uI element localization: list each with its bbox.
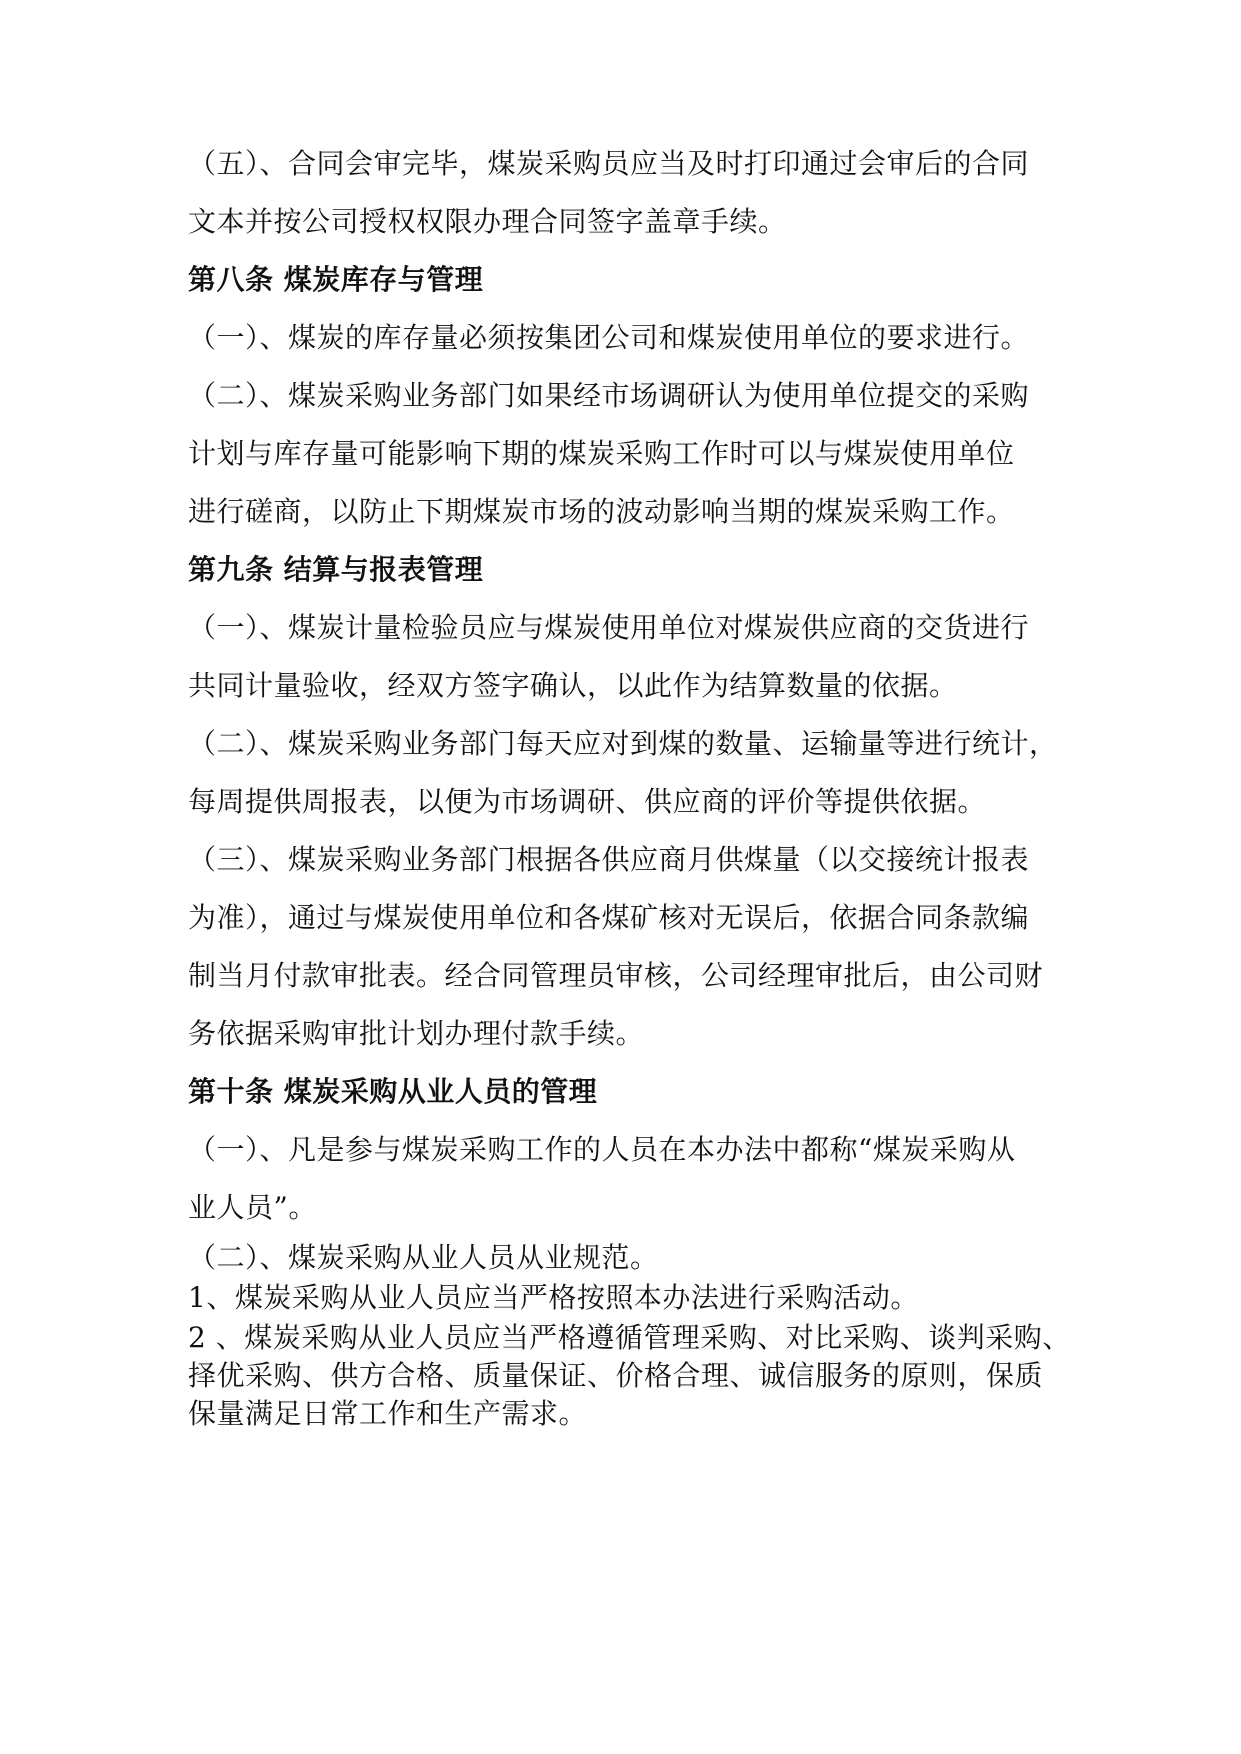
section-heading: 第九条 结算与报表管理 [188,553,484,586]
numbered-item: 1、煤炭采购从业人员应当严格按照本办法进行采购活动。 [188,1281,919,1314]
paragraph-line: 共同计量验收，经双方签字确认，以此作为结算数量的依据。 [188,669,958,702]
paragraph-line: （二）、煤炭采购业务部门每天应对到煤的数量、运输量等进行统计， [188,727,1058,760]
paragraph-line: 计划与库存量可能影响下期的煤炭采购工作时可以与煤炭使用单位 [188,437,1015,470]
paragraph-line: （一）、煤炭的库存量必须按集团公司和煤炭使用单位的要求进行。 [188,321,1030,354]
paragraph-line: （五）、合同会审完毕，煤炭采购员应当及时打印通过会审后的合同 [188,147,1030,180]
paragraph-line: （一）、煤炭计量检验员应与煤炭使用单位对煤炭供应商的交货进行 [188,611,1030,644]
numbered-item: 2 、煤炭采购从业人员应当严格遵循管理采购、对比采购、谈判采购、 [188,1321,1071,1354]
paragraph-line: 每周提供周报表，以便为市场调研、供应商的评价等提供依据。 [188,785,987,818]
paragraph-line: （二）、煤炭采购从业人员从业规范。 [188,1241,659,1274]
paragraph-line: 文本并按公司授权权限办理合同签字盖章手续。 [188,205,787,238]
section-heading: 第十条 煤炭采购从业人员的管理 [188,1075,598,1108]
paragraph-line: （一）、凡是参与煤炭采购工作的人员在本办法中都称“煤炭采购从 [188,1133,1016,1166]
paragraph-line: 务依据采购审批计划办理付款手续。 [188,1017,645,1050]
paragraph-line: 为准），通过与煤炭使用单位和各煤矿核对无误后，依据合同条款编 [188,901,1030,934]
paragraph-line: 择优采购、供方合格、质量保证、价格合理、诚信服务的原则，保质 [188,1359,1044,1392]
paragraph-line: 保量满足日常工作和生产需求。 [188,1397,588,1430]
paragraph-line: 业人员”。 [188,1191,317,1224]
paragraph-line: （三）、煤炭采购业务部门根据各供应商月供煤量（以交接统计报表 [188,843,1030,876]
paragraph-line: 进行磋商，以防止下期煤炭市场的波动影响当期的煤炭采购工作。 [188,495,1015,528]
paragraph-line: （二）、煤炭采购业务部门如果经市场调研认为使用单位提交的采购 [188,379,1030,412]
paragraph-line: 制当月付款审批表。经合同管理员审核，公司经理审批后，由公司财 [188,959,1044,992]
section-heading: 第八条 煤炭库存与管理 [188,263,484,296]
